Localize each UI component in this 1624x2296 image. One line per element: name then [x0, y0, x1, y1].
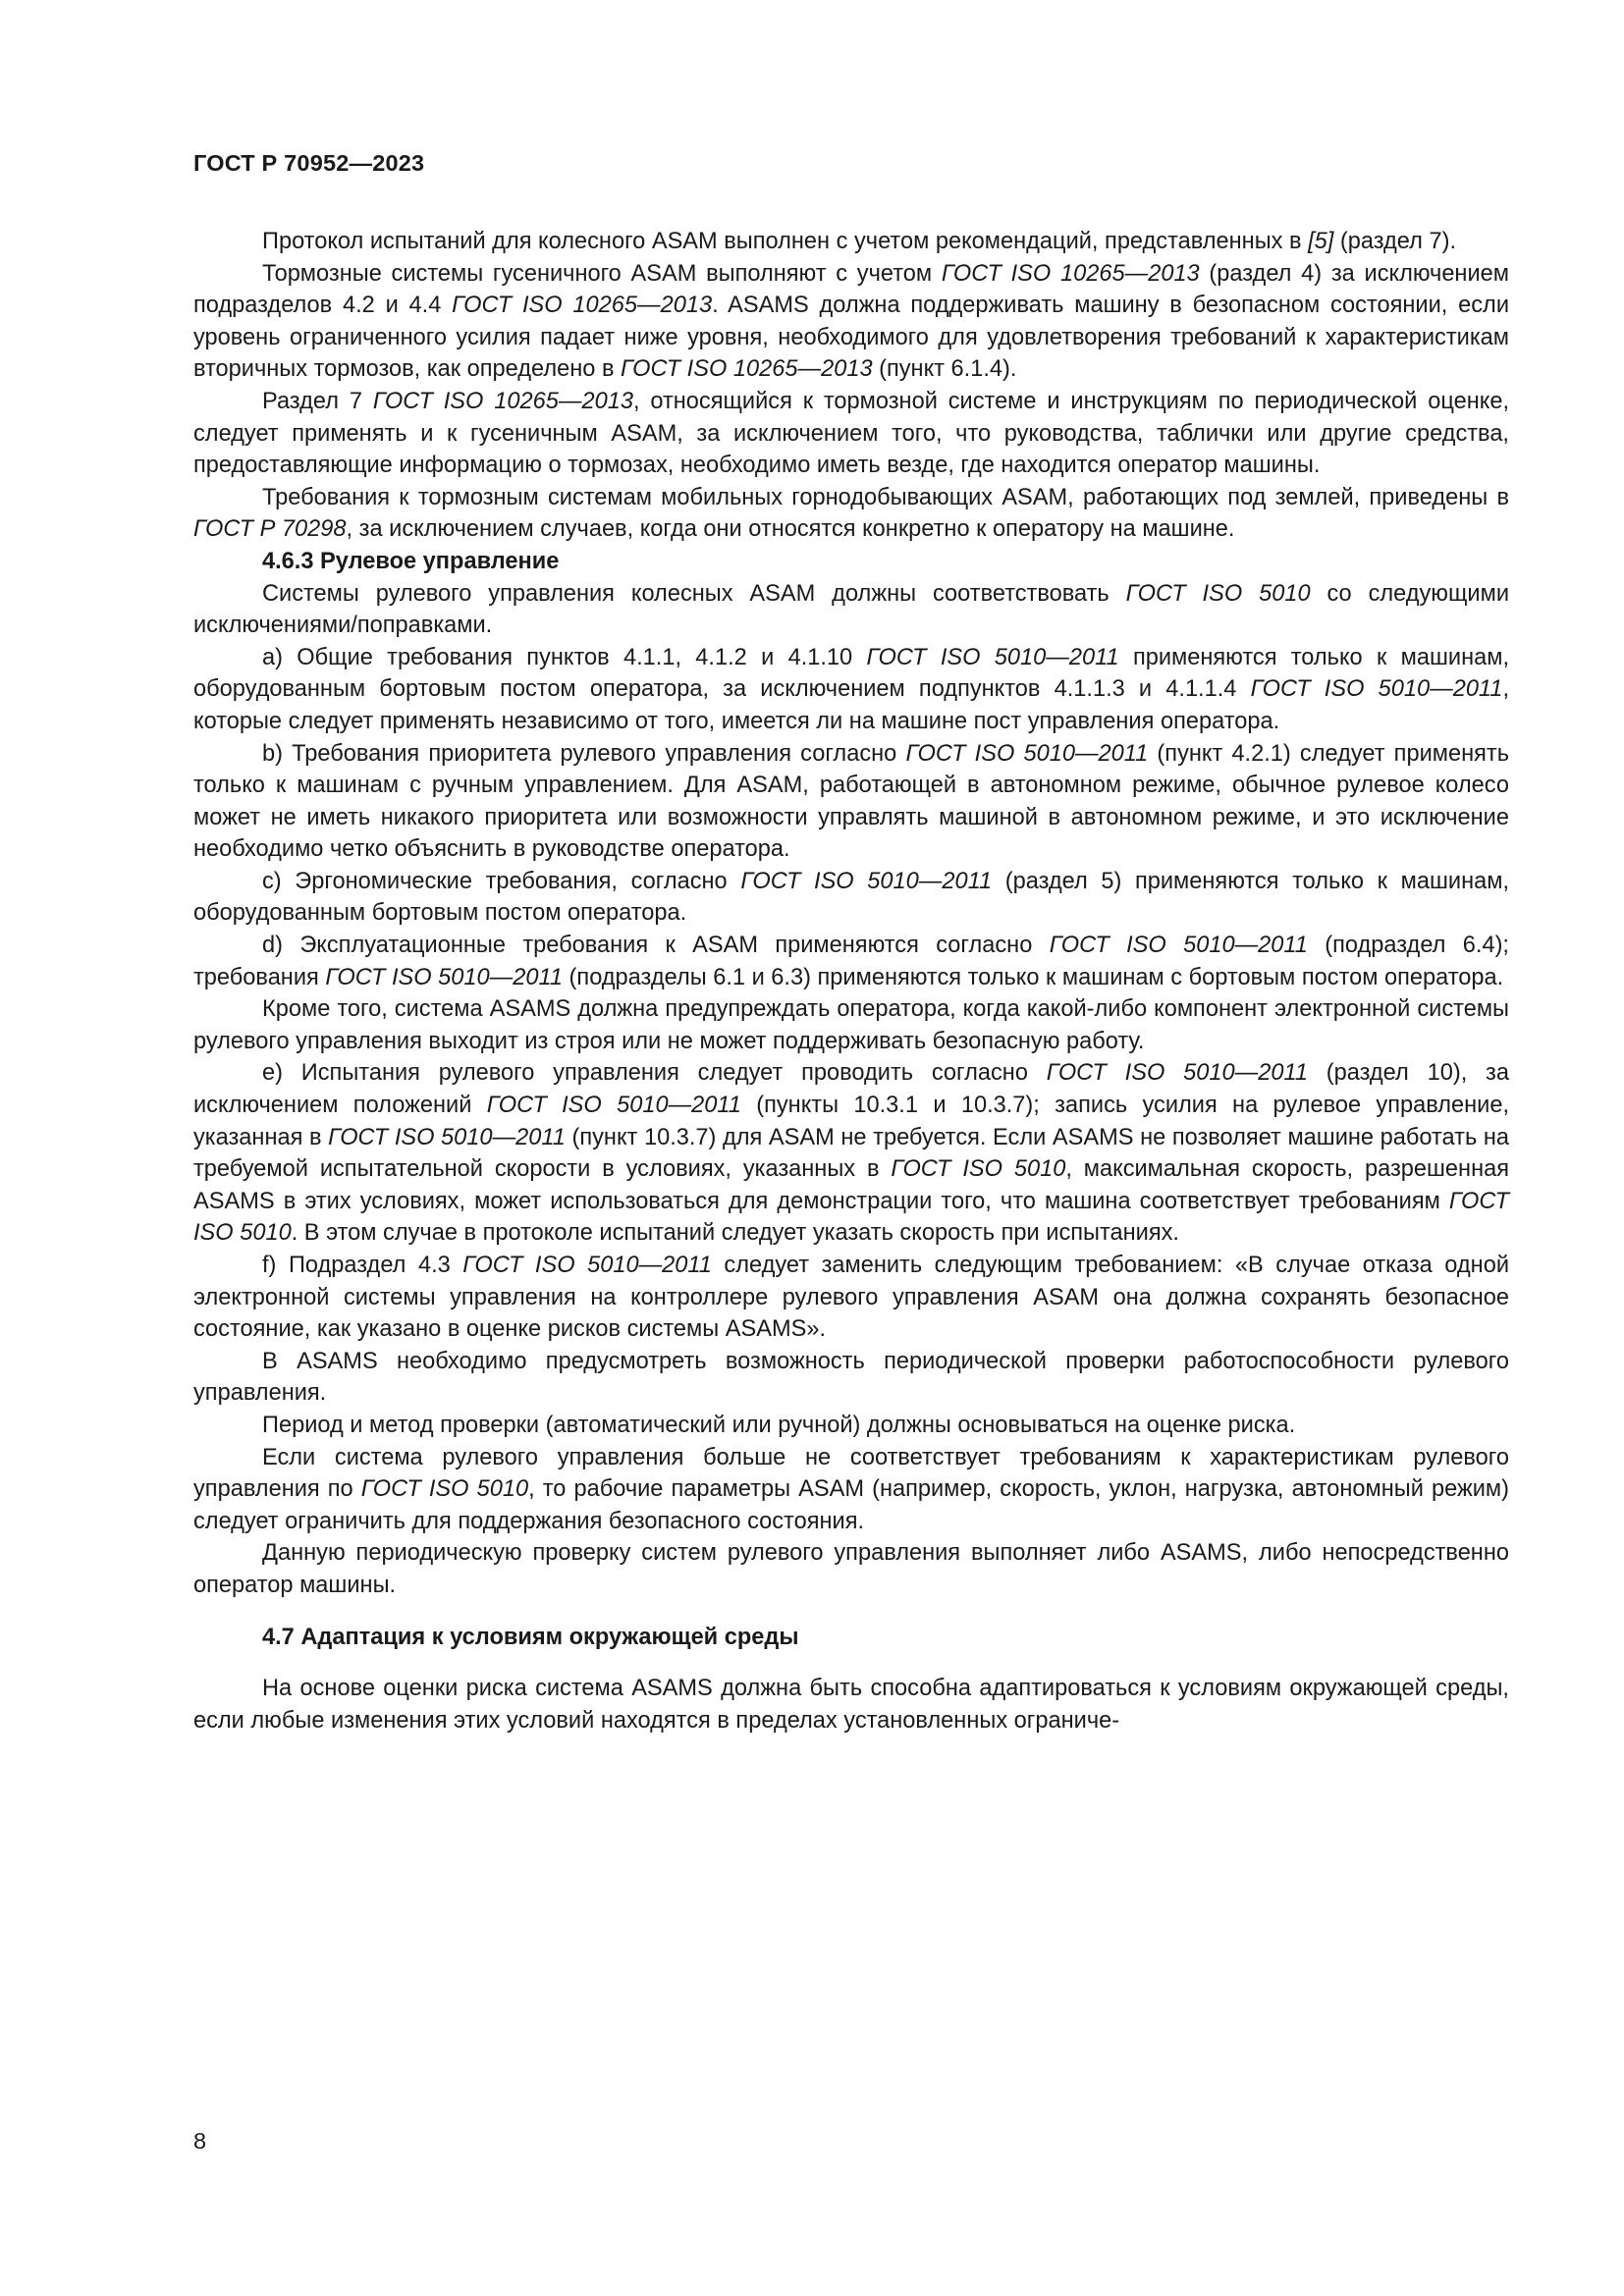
paragraph: Если система рулевого управления больше не соответствует требованиям к характеристикам рулевого управления по ГОСТ ISO 5010, то рабочие параметры ASAM (например, скорость, уклон, нагрузка, автономный режим) следует ограничить для поддержания безопасного состояния. [193, 1444, 1509, 1534]
standard-reference: ГОСТ ISO 5010—2011 [1049, 933, 1308, 959]
subsection-heading: 4.6.3 Рулевое управление [262, 548, 560, 574]
standard-reference: ГОСТ ISO 10265—2013 [372, 388, 633, 414]
standard-reference: ГОСТ ISO 5010—2011 [328, 1124, 566, 1150]
list-item: b) Требования приоритета рулевого управления согласно ГОСТ ISO 5010—2011 (пункт 4.2.1) следует применять только к машинам с ручным управлением. Для ASAM, работающей в автономном режиме, обычное рулевое колесо может не иметь никакого приоритета или возможности управлять машиной в автономном режиме, и это исключение необходимо четко объяснить в руководстве оператора. [193, 740, 1510, 863]
list-item: f) Подраздел 4.3 ГОСТ ISO 5010—2011 следует заменить следующим требованием: «В случае отказа одной электронной системы управления на контроллере рулевого управления ASAM она должна сохранять безопасное состояние, как указано в оценке рисков системы ASAMS». [193, 1253, 1510, 1343]
paragraph: В ASAMS необходимо предусмотреть возможность периодической проверки работоспособности рулевого управления. [193, 1348, 1509, 1407]
standard-reference: ГОСТ ISO 5010—2011 [1250, 676, 1503, 703]
standard-reference: ГОСТ ISO 5010 [891, 1156, 1066, 1183]
standard-reference: ГОСТ ISO 5010 [193, 1188, 1509, 1247]
standard-reference: ГОСТ ISO 10265—2013 [621, 356, 873, 383]
paragraph: Требования к тормозным системам мобильных горнодобывающих ASAM, работающих под землей, приведены в ГОСТ Р 70298, за исключением случаев, когда они относятся конкретно к оператору на машине. [193, 484, 1509, 543]
list-item: c) Эргономические требования, согласно ГОСТ ISO 5010—2011 (раздел 5) применяются только к машинам, оборудованным бортовым постом оператора. [193, 868, 1509, 927]
standard-reference: ГОСТ ISO 5010—2011 [325, 964, 563, 990]
paragraph: Кроме того, система ASAMS должна предупреждать оператора, когда какой-либо компонент электронной системы рулевого управления выходит из строя или не может поддерживать безопасную работу. [193, 996, 1509, 1054]
standard-reference: ГОСТ Р 70298 [193, 516, 347, 543]
list-item: a) Общие требования пунктов 4.1.1, 4.1.2 и 4.1.10 ГОСТ ISO 5010—2011 применяются только к машинам, оборудованным бортовым постом оператора, за исключением подпунктов 4.1.1.3 и 4.1.1.4 ГОСТ ISO 5010—2011, которые следует применять независимо от того, имеется ли на машине пост управления оператора. [193, 644, 1509, 734]
standard-reference: ГОСТ ISO 10265—2013 [452, 293, 713, 319]
list-item: e) Испытания рулевого управления следует проводить согласно ГОСТ ISO 5010—2011 (раздел 10), за исключением положений ГОСТ ISO 5010—2011 (пункты 10.3.1 и 10.3.7); запись усилия на рулевое управление, указанная в ГОСТ ISO 5010—2011 (пункт 10.3.7) для ASAM не требуется. Если ASAMS не позволяет машине работать на требуемой испытательной скорости в условиях, указанных в ГОСТ ISO 5010, максимальная скорость, разрешенная ASAMS в этих условиях, может использоваться для демонстрации того, что машина соответствует требованиям ГОСТ ISO 5010. В этом случае в протоколе испытаний следует указать скорость при испытаниях. [193, 1060, 1510, 1247]
paragraph: Тормозные системы гусеничного ASAM выполняют с учетом ГОСТ ISO 10265—2013 (раздел 4) за исключением подразделов 4.2 и 4.4 ГОСТ ISO 10265—2013. ASAMS должна поддерживать машину в безопасном состоянии, если уровень ограниченного усилия падает ниже уровня, необходимого для удовлетворения требований к характеристикам вторичных тормозов, как определено в ГОСТ ISO 10265—2013 (пункт 6.1.4). [193, 260, 1509, 383]
section-heading: 4.7 Адаптация к условиям окружающей среды [262, 1624, 799, 1650]
standard-reference: [5] [1308, 229, 1334, 254]
standard-reference: ГОСТ ISO 5010—2011 [486, 1093, 741, 1119]
list-item: d) Эксплуатационные требования к ASAM применяются согласно ГОСТ ISO 5010—2011 (подраздел 6.4); требования ГОСТ ISO 5010—2011 (подразделы 6.1 и 6.3) применяются только к машинам с бортовым постом оператора. [193, 933, 1509, 990]
paragraph: Системы рулевого управления колесных ASAM должны соответствовать ГОСТ ISO 5010 со следующими исключениями/поправками. [193, 580, 1509, 639]
paragraph: Протокол испытаний для колесного ASAM выполнен с учетом рекомендаций, представленных в [5] (раздел 7). [262, 229, 1456, 254]
paragraph: Период и метод проверки (автоматический или ручной) должны основываться на оценке риска. [262, 1412, 1296, 1438]
standard-reference: ГОСТ ISO 5010—2011 [866, 644, 1119, 670]
standard-reference: ГОСТ ISO 5010 [360, 1476, 529, 1503]
paragraph: Данную периодическую проверку систем рулевого управления выполняет либо ASAMS, либо непосредственно оператор машины. [193, 1540, 1509, 1598]
standard-reference: ГОСТ ISO 10265—2013 [941, 260, 1200, 287]
standard-reference: ГОСТ ISO 5010—2011 [1046, 1060, 1308, 1087]
standard-reference: ГОСТ ISO 5010—2011 [905, 740, 1149, 767]
paragraph: Раздел 7 ГОСТ ISO 10265—2013, относящийся к тормозной системе и инструкциям по периодической оценке, следует применять и к гусеничным ASAM, за исключением того, что руководства, таблички или другие средства, предоставляющие информацию о тормозах, необходимо иметь везде, где находится оператор машины. [193, 388, 1510, 479]
document-body [193, 226, 1509, 1736]
document-code-header: ГОСТ Р 70952—2023 [193, 150, 425, 176]
paragraph: На основе оценки риска система ASAMS должна быть способна адаптироваться к условиям окружающей среды, если любые изменения этих условий находятся в пределах установленных ограниче- [193, 1676, 1509, 1734]
page-number: 8 [193, 2128, 207, 2154]
standard-reference: ГОСТ ISO 5010—2011 [740, 868, 993, 894]
standard-reference: ГОСТ ISO 5010—2011 [462, 1253, 712, 1278]
standard-reference: ГОСТ ISO 5010 [1125, 580, 1311, 607]
